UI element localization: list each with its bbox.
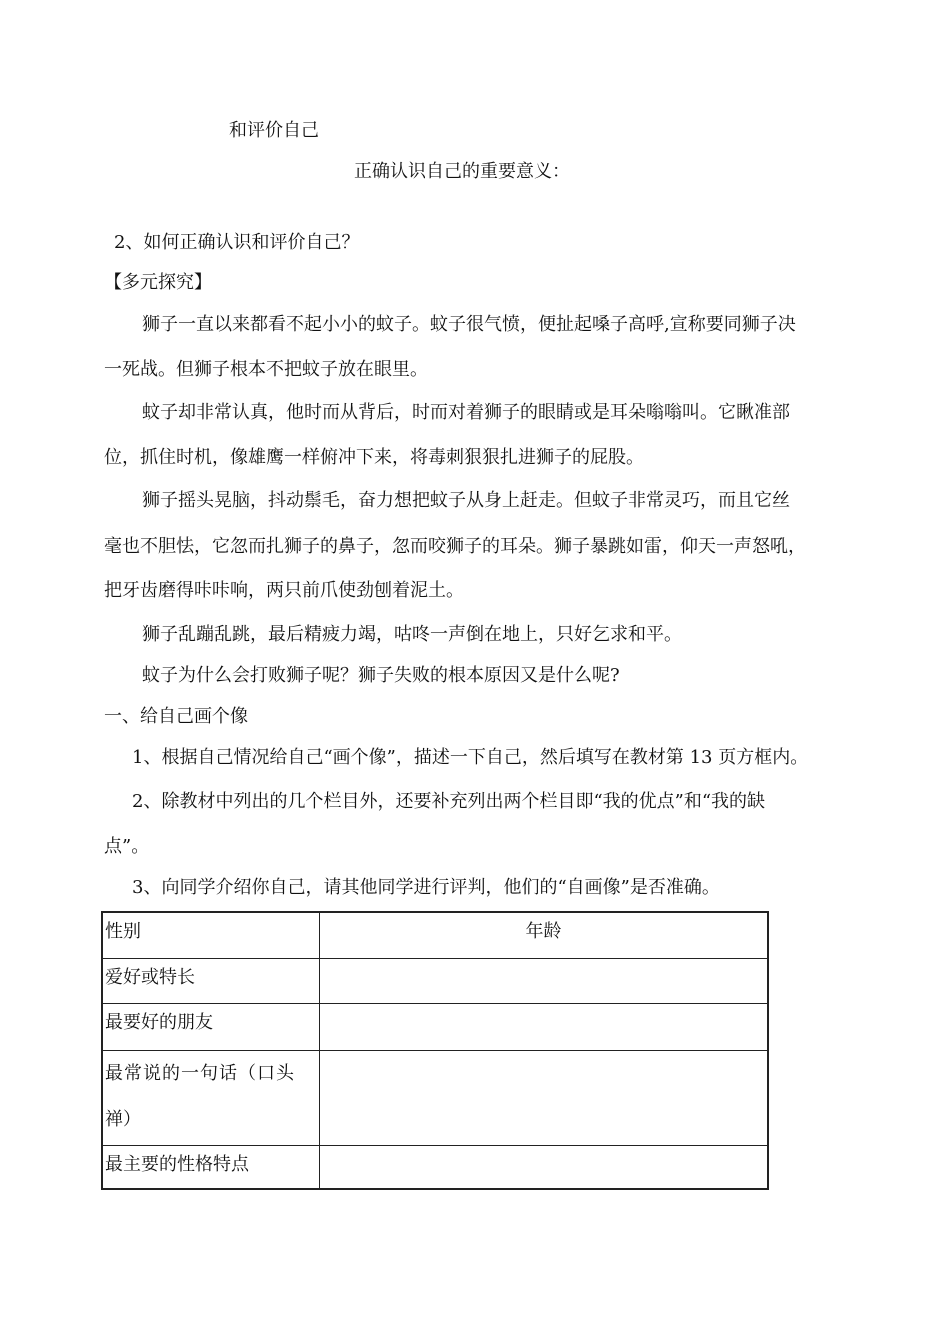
section-one-item-2-line2: 点”。: [104, 836, 150, 857]
table-label-catchphrase: [102, 1050, 320, 1145]
story-p2-line2: 位，抓住时机，像雄鹰一样俯冲下来，将毒刺狠狠扎进狮子的屁股。: [104, 447, 644, 468]
section-one-item-2-line1: 2、除教材中列出的几个栏目外，还要补充列出两个栏目即“我的优点”和“我的缺: [132, 791, 766, 812]
story-p3-line3: 把牙齿磨得咔咔响，两只前爪使劲刨着泥土。: [104, 580, 464, 601]
story-p5: 蚊子为什么会打败狮子呢？狮子失败的根本原因又是什么呢?: [142, 665, 620, 686]
table-cell-personality-value[interactable]: [320, 1145, 769, 1189]
table-cell-best-friend-value[interactable]: [320, 1003, 769, 1050]
section-one-item-3: 3、向同学介绍你自己，请其他同学进行评判，他们的“自画像”是否准确。: [132, 877, 720, 898]
table-label-gender: 性别: [102, 912, 320, 958]
table-cell-hobby-value[interactable]: [320, 958, 769, 1003]
story-p1-line1: 狮子一直以来都看不起小小的蚊子。蚊子很气愤，便扯起嗓子高呼,宣称要同狮子决: [142, 314, 796, 335]
question-2: 2、如何正确认识和评价自己？: [114, 232, 360, 253]
story-p1-line2: 一死战。但狮子根本不把蚊子放在眼里。: [104, 359, 428, 380]
table-label-best-friend: 最要好的朋友: [102, 1003, 320, 1050]
heading-line-2: 正确认识自己的重要意义：: [354, 161, 570, 182]
table-row: [102, 958, 768, 1003]
story-p3-line2: 毫也不胆怯，它忽而扎狮子的鼻子，忽而咬狮子的耳朵。狮子暴跳如雷，仰天一声怒吼，: [104, 536, 806, 557]
story-p3-line1: 狮子摇头晃脑，抖动鬃毛，奋力想把蚊子从身上赶走。但蚊子非常灵巧，而且它丝: [142, 490, 790, 511]
heading-line-1: 和评价自己: [229, 120, 319, 141]
table-label-age[interactable]: 年龄: [320, 912, 769, 958]
table-cell-catchphrase-value[interactable]: [320, 1050, 769, 1145]
section-one-title: 一、给自己画个像: [104, 706, 248, 727]
table-label-personality: 最主要的性格特点: [102, 1145, 320, 1189]
section-one-item-1: 1、根据自己情况给自己“画个像”，描述一下自己，然后填写在教材第 13 页方框内。: [132, 747, 809, 768]
table-label-hobby: 爱好或特长: [102, 958, 320, 1003]
table-row: [102, 1145, 768, 1189]
self-portrait-table: [101, 911, 769, 1190]
table-row: [102, 1003, 768, 1050]
section-explore-title: 【多元探究】: [104, 272, 212, 293]
table-row: [102, 1050, 768, 1145]
story-p2-line1: 蚊子却非常认真，他时而从背后，时而对着狮子的眼睛或是耳朵嗡嗡叫。它瞅准部: [142, 402, 790, 423]
story-p4: 狮子乱蹦乱跳，最后精疲力竭，咕咚一声倒在地上，只好乞求和平。: [142, 624, 682, 645]
table-label-catchphrase-line2: 禅）: [105, 1108, 141, 1130]
table-label-catchphrase-line1: 最常说的一句话（口头: [105, 1062, 295, 1084]
table-row: [102, 912, 768, 958]
